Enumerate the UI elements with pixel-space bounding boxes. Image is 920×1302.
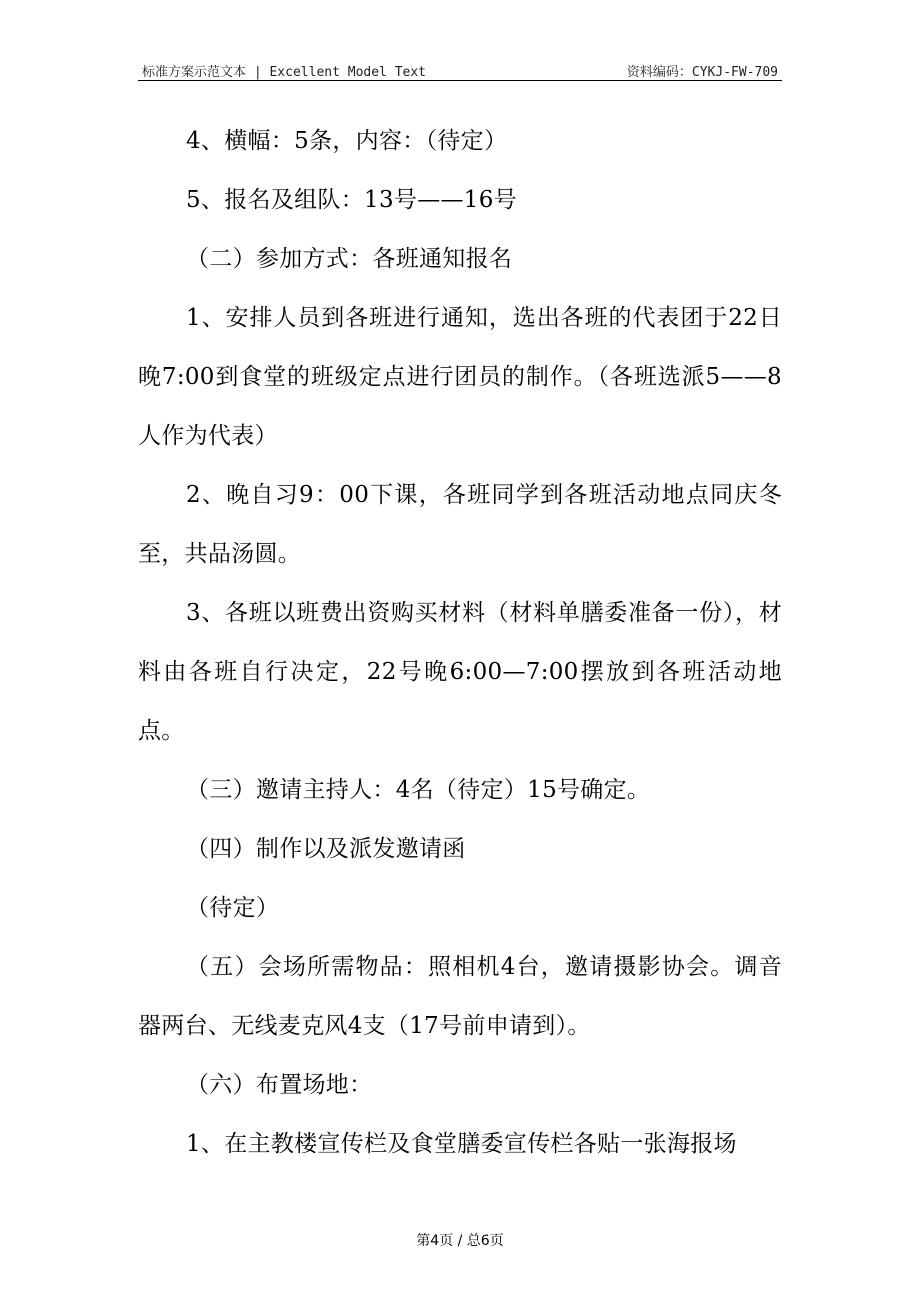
document-code: 资料编码：CYKJ-FW-709 — [626, 65, 778, 80]
paragraph: （四）制作以及派发邀请函 — [186, 836, 466, 862]
document-body — [138, 112, 782, 1174]
paragraph: 1、在主教楼宣传栏及食堂膳委宣传栏各贴一张海报场 — [186, 1131, 737, 1157]
paragraph: 4、横幅：5条，内容：（待定） — [186, 128, 508, 154]
paragraph: （待定） — [186, 895, 280, 921]
paragraph: （二）参加方式：各班通知报名 — [186, 246, 513, 272]
paragraph: 5、报名及组队：13号——16号 — [186, 187, 517, 213]
header-title: 标准方案示范文本 | Excellent Model Text — [142, 65, 427, 80]
paragraph: （三）邀请主持人：4名（待定）15号确定。 — [186, 777, 651, 803]
paragraph: 2、晚自习9：00下课，各班同学到各班活动地点同庆冬至，共品汤圆。 — [138, 482, 782, 567]
page-footer — [0, 1230, 920, 1250]
page-header — [138, 56, 782, 81]
paragraph: （六）布置场地： — [186, 1072, 373, 1098]
page-number: 第4页 / 总6页 — [416, 1233, 504, 1249]
paragraph: （五）会场所需物品：照相机4台，邀请摄影协会。调音器两台、无线麦克风4支（17号前申请到）。 — [138, 954, 782, 1039]
paragraph: 3、各班以班费出资购买材料（材料单膳委准备一份），材料由各班自行决定，22号晚6:00—7:00摆放到各班活动地点。 — [138, 600, 782, 744]
paragraph: 1、安排人员到各班进行通知，选出各班的代表团于22日晚7:00到食堂的班级定点进行团员的制作。（各班选派5——8人作为代表） — [138, 305, 782, 449]
